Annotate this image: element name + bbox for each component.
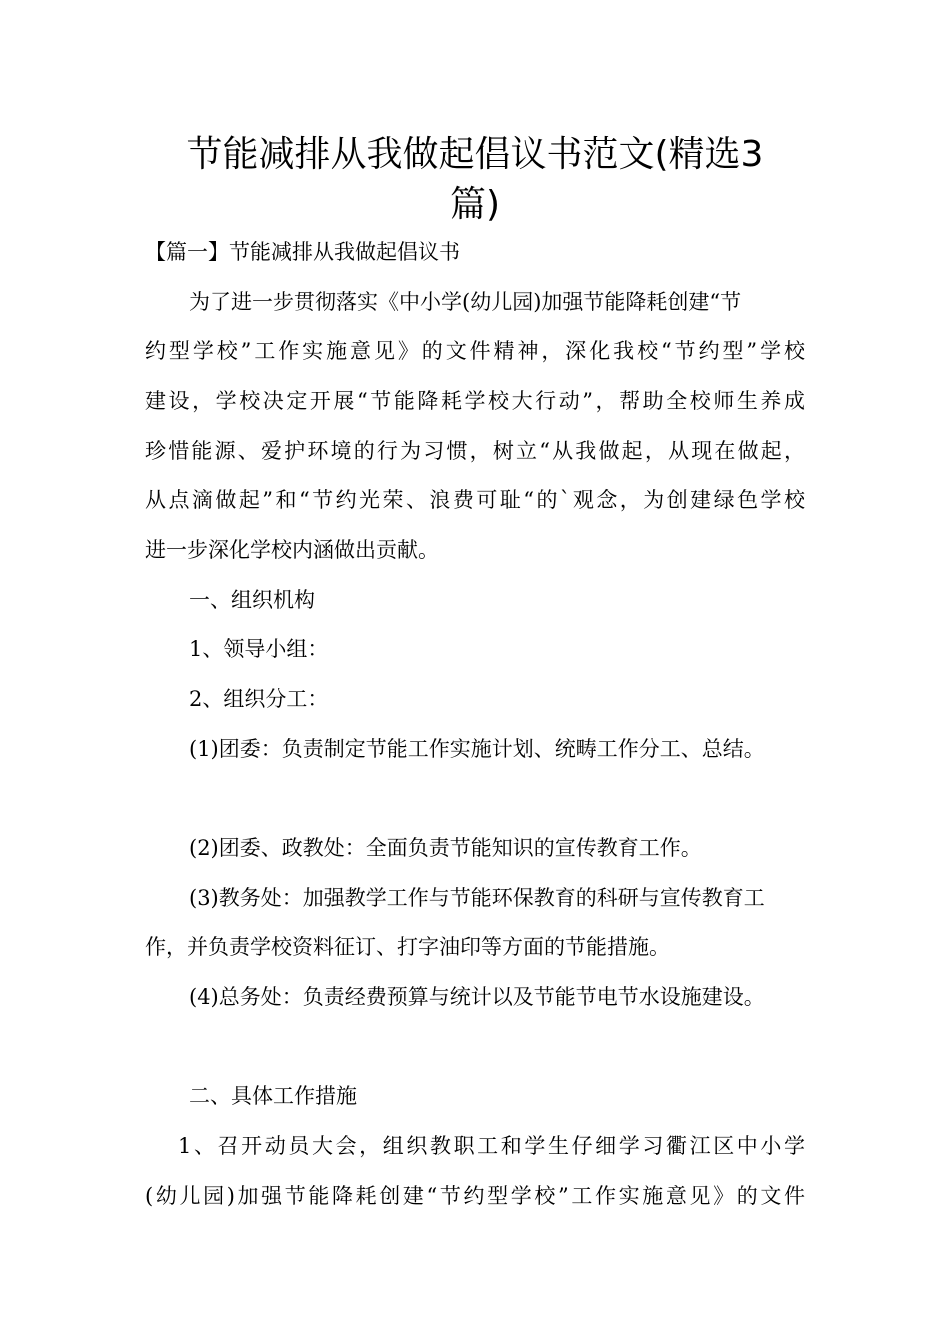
document-title-line-1: 节能减排从我做起倡议书范文(精选3: [186, 134, 764, 175]
intro-line-5: 从点滴做起”和“节约光荣、浪费可耻“的`观念，为创建绿色学校: [145, 488, 805, 512]
intro-line-3: 建设，学校决定开展“节能降耗学校大行动”，帮助全校师生养成: [145, 389, 805, 413]
duty-4: (4)总务处：负责经费预算与统计以及节能节电节水设施建设。: [189, 985, 765, 1009]
intro-line-1: 为了进一步贯彻落实《中小学(幼儿园)加强节能降耗创建“节: [189, 290, 742, 314]
document-title-line-2: 篇): [449, 184, 501, 225]
duty-3-line-1: (3)教务处：加强教学工作与节能环保教育的科研与宣传教育工: [189, 886, 765, 910]
measure-1-line-1: 1、召开动员大会，组织教职工和学生仔细学习衢江区中小学: [178, 1134, 805, 1158]
org-heading: 一、组织机构: [189, 588, 315, 612]
intro-line-2: 约型学校”工作实施意见》的文件精神，深化我校“节约型”学校: [145, 339, 805, 363]
duty-2: (2)团委、政教处：全面负责节能知识的宣传教育工作。: [189, 836, 702, 860]
duty-3-line-2: 作，并负责学校资料征订、打字油印等方面的节能措施。: [145, 935, 670, 959]
intro-line-4: 珍惜能源、爱护环境的行为习惯，树立“从我做起，从现在做起，: [145, 439, 805, 463]
duty-1: (1)团委：负责制定节能工作实施计划、统畴工作分工、总结。: [189, 737, 765, 761]
section-heading: 【篇一】节能减排从我做起倡议书: [145, 240, 460, 264]
measure-1-line-2: (幼儿园)加强节能降耗创建“节约型学校”工作实施意见》的文件: [145, 1184, 805, 1208]
org-item-2: 2、组织分工：: [189, 687, 329, 711]
intro-line-6: 进一步深化学校内涵做出贡献。: [145, 538, 439, 562]
org-item-1: 1、领导小组：: [189, 637, 329, 661]
measures-heading: 二、具体工作措施: [189, 1084, 357, 1108]
